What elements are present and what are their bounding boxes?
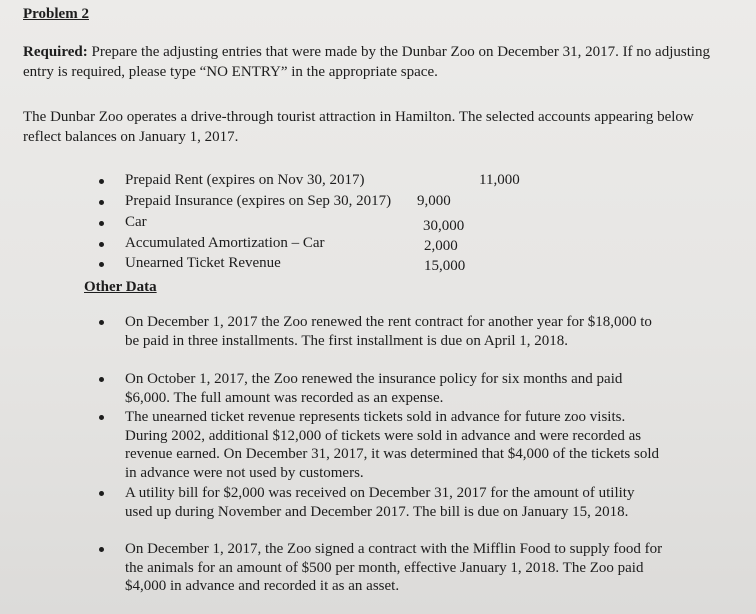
account-value: 11,000 <box>479 172 520 188</box>
account-name: Car <box>125 214 147 230</box>
account-value: 15,000 <box>424 258 466 274</box>
account-name: Prepaid Rent (expires on Nov 30, 2017) <box>125 172 365 188</box>
bullet-icon <box>99 320 104 325</box>
required-text: Prepare the adjusting entries that were made by the Dunbar Zoo on December 31, 2017. If no adjusting entry is required, please type “NO ENTRY” in the appropriate space. <box>23 44 711 80</box>
required-instructions <box>23 42 723 82</box>
bullet-icon <box>99 491 104 496</box>
bullet-icon <box>99 242 104 247</box>
bullet-icon <box>99 221 104 226</box>
problem-title: Problem 2 <box>23 6 89 22</box>
list-item-text: The unearned ticket revenue represents tickets sold in advance for future zoo visits. During 2002, additional $12,000 of tickets were sold in advance and were recorded as revenue earned. On December 31, 2017, it was determined that $4,000 of the tickets sold in advance were not used by customers. <box>125 409 660 481</box>
bullet-icon <box>99 547 104 552</box>
intro-paragraph: The Dunbar Zoo operates a drive-through tourist attraction in Hamilton. The selected accounts appearing below reflect balances on January 1, 2017. <box>23 109 694 145</box>
bullet-icon <box>99 262 104 267</box>
other-data-heading: Other Data <box>84 279 157 295</box>
account-item <box>0 214 756 234</box>
required-label: Required: <box>23 44 88 60</box>
account-value: 30,000 <box>423 218 465 234</box>
account-item <box>0 255 756 275</box>
account-name: Accumulated Amortization – Car <box>125 235 325 251</box>
list-item-text: On October 1, 2017, the Zoo renewed the insurance policy for six months and paid $6,000. The full amount was recorded as an expense. <box>125 371 623 406</box>
account-value: 9,000 <box>417 193 451 209</box>
account-name: Prepaid Insurance (expires on Sep 30, 2017) <box>125 193 392 209</box>
list-item-text: On December 1, 2017 the Zoo renewed the rent contract for another year for $18,000 to be paid in three installments. The first installment is due on April 1, 2018. <box>125 314 652 349</box>
account-name: Unearned Ticket Revenue <box>125 255 281 271</box>
account-item <box>0 193 756 213</box>
list-item-text: On December 1, 2017, the Zoo signed a contract with the Mifflin Food to supply food for the animals for an amount of $500 per month, effective January 1, 2018. The Zoo paid $4,000 in advance and recorded it as an asset. <box>125 541 663 594</box>
bullet-icon <box>99 415 104 420</box>
account-value: 2,000 <box>424 238 458 254</box>
bullet-icon <box>99 377 104 382</box>
list-item-text: A utility bill for $2,000 was received on December 31, 2017 for the amount of utility used up during November and December 2017. The bill is due on January 15, 2018. <box>125 485 635 520</box>
account-item <box>0 172 756 192</box>
account-item <box>0 235 756 255</box>
bullet-icon <box>99 200 104 205</box>
bullet-icon <box>99 179 104 184</box>
